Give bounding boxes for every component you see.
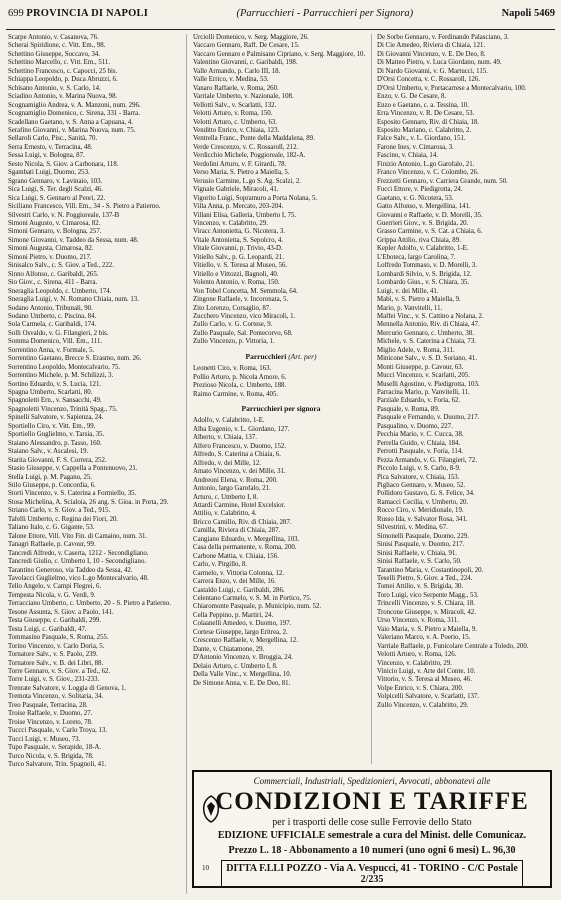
directory-entry: Minicone Salv., v. S. D. Soriano, 41. [377,355,478,363]
directory-entry: Sinno Alfonso, c. Garibaldi, 265. [8,270,99,278]
directory-entry: Testa Luigi, c. Garibaldi, 47. [8,625,87,633]
directory-entry: Testa Giuseppe, c. Garibaldi, 299. [8,617,102,625]
directory-entry: Cella Peppino, p. Martiri, 24. [193,611,274,619]
province-title: PROVINCIA DI NAPOLI [26,8,149,19]
directory-entry: Velotti Arturo, c. Umberto, 63. [193,118,278,126]
directory-entry: Pigliaco Gennaro, v. Museo, 52. [377,482,466,490]
header-left [8,8,148,19]
directory-entry: Siciliano Francesco, Vill. Em., 34 - S. Pietro a Patierno. [8,203,161,211]
directory-entry: Attardi Carmine, Hotel Excelsior. [193,502,286,510]
directory-entry: Vigorito Luigi, Sopramuro a Porta Nolana, 5. [193,194,318,202]
directory-entry: Tarantino Generoso, via Taddeo da Sessa, 42. [8,566,133,574]
directory-entry: Silvestri Carlo, v. N. Poggioreale, 137-B [8,211,120,219]
directory-entry: Sica Luigi, S. Ter. degli Scalzi, 46. [8,186,104,194]
ad-headline: CONDIZIONI E TARIFFE [215,788,529,815]
directory-entry: Tavolacci Guglielmo, vico L.go Montecalvario, 48. [8,575,149,582]
directory-entry: Parziale Eduardo, v. Foria, 62. [377,397,461,405]
directory-entry: Starita Giovanni, F. S. Correra, 252. [8,456,107,464]
directory-entry: Staiano Salv., v. Ascalesi, 19. [8,448,89,456]
directory-entry: Venditto Enrico, v. Chiaia, 123. [193,126,280,134]
directory-entry: Verdolini Arturo, v. F. Girardi, 78. [193,160,287,168]
directory-entry: Talone Ettore, Vill. Vito Fin. di Camaino, num. 31. [8,532,148,540]
directory-entry: Pezza Armando, v. G. Filangieri, 72. [377,456,477,464]
directory-entry: Andreoni Elena, v. Roma, 200. [193,476,278,484]
directory-entry: Schisano Antonio, v. S. Carlo, 14. [8,84,101,92]
directory-entry: Velotti Arturo, v. Roma, 150. [193,110,273,118]
directory-entry: Tancredi Alfredo, v. Caserta, 1212 - Secondigliano. [8,549,149,557]
directory-entry: Scognamiglio Domenico, c. Sirena, 331 - Barra. [8,110,140,118]
directory-entry: Zullo Vincenzo, p. Vittoria, 1. [193,338,275,346]
directory-entry: Pollidoro Gustavo, G. S. Felice, 34. [377,490,475,498]
ad-top-line: Commerciali, Industriali, Spedizionieri, Avvocati, abbonatevi alle [253,776,491,786]
ad-line-2: EDIZIONE UFFICIALE semestrale a cura del Minist. delle Comunicaz. [217,830,527,841]
directory-entry: Verusio Carmine, L.go S. Ag. Scalzi, 2. [193,177,301,185]
directory-entry: Vitale Giovanni, p. Trivio, 43-D. [193,245,283,253]
directory-entry: Valle Errico, v. Medina, 53. [193,76,269,84]
directory-entry: D'Antonio Vincenzo, v. Broggia, 24. [193,654,293,662]
directory-entry: Sgrano Gennaro, v. Lavinaio, 103. [8,177,103,185]
directory-entry: Vitiello, v. S. Teresa al Museo, 56. [193,262,288,270]
directory-entry: Mabì, v. S. Pietro a Maiella, 9. [377,296,461,304]
emblem-icon [200,794,222,824]
directory-entry: Adolfo, v. Calabritto, 1-E. [193,417,265,425]
directory-entry: Franco Vincenzo, v. C. Colombo, 26. [377,169,479,177]
directory-entry: Schettino Marcello, c. Vitt. Em., 511. [8,59,111,67]
directory-entry: Lombardo Gius., v. S. Chiara, 35. [377,279,470,287]
directory-entry: Schiappa Leopoldo, p. Duca Abruzzi, 6. [8,76,118,84]
directory-entry: Tancredi Giulio, c. Umberto I, 10 - Secondigliano. [8,558,147,566]
directory-entry: Sorrentino Michele, p. M. Schilizzi, 3. [8,372,114,380]
directory-entry: Sportiello Guglielmo, v. Tarsia, 35. [8,431,105,439]
directory-entry: Sinisalco Salv., c. S. Giov. a Ted., 222. [8,262,114,270]
directory-entry: Tanagri Raffaele, p. Cavour, 99. [8,541,96,549]
directory-entry: Serra Ernesto, v. Terracina, 48. [8,143,93,151]
directory-entry: Teselli Pietro, S. Giov. a Ted., 224. [377,575,473,582]
directory-entry: Tommasino Pasquale, S. Roma, 255. [8,634,109,642]
directory-entry: L'Eboteca, largo Carolina, 7. [377,253,456,261]
directory-entry: Perrella Guido, v. Chiaia, 184. [377,439,461,447]
directory-entry: Delaio Arturo, c. Umberto I, 8. [193,662,278,670]
directory-entry: Prezioso Nicola, c. Umberto, 188. [193,382,287,390]
directory-entry: Ventrella Franc., Ponte della Maddalena, 89. [193,135,315,143]
directory-entry: De Sorbo Gennaro, v. Ferdinando Palasciano, 3. [377,34,509,41]
directory-column-3 [375,34,555,764]
directory-entry: Tuccci Pasquale, v. Carlo Troya, 13. [8,727,108,735]
directory-entry: Piccolo Luigi, v. S. Carlo, 8-9. [377,465,461,473]
directory-entry: Vaccaro Gennaro, Raff. De Cesare, 15. [193,42,300,50]
directory-entry: Zito Lorenzo, Corsaglio, 87. [193,304,271,312]
directory-entry: Vaio Maria, v. S. Pietro a Maiella, 9. [377,625,477,633]
directory-entry: Tesone Assunta, S. Giov. a Paolo, 141. [8,608,114,616]
directory-entry: Loffredo Tommaso, v. D. Morelli, 3. [377,262,477,270]
directory-entry: Sinisi Raffaele, v. Chiaia, 91. [377,549,458,557]
directory-entry: Di Giovanni Vincenzo, v. E. De Deo, 8. [377,50,486,58]
directory-entry: Spinelli Salvatore, v. Sapienza, 24. [8,414,104,422]
directory-entry: Alfredo, S. Caterina a Chiaia, 6. [193,451,281,459]
directory-entry: Simoni Augusta, Cimarosa, 82. [8,245,94,253]
directory-entry: Vittorio, v. S. Teresa al Museo, 46. [377,676,472,684]
directory-entry: Frezzetti Gennaro, v. Carriera Grande, num. 50. [377,177,508,185]
directory-entry: Sodano Antonio, Tribunali, 90. [8,304,93,312]
directory-entry: Lombardi Silvio, v. S. Brigida, 12. [377,270,472,278]
directory-entry: Stilo Giuseppe, p. Concordia, 6. [8,482,96,490]
directory-entry: Volento Antonio, v. Roma, 150. [193,279,280,287]
directory-entry: Sgambati Luigi, Duomo, 253. [8,169,90,177]
directory-entry: Troise Raffaele, v. Duomo, 27. [8,710,93,718]
directory-entry: Pecchia Mario, v. C. Cucca, 38. [377,431,464,439]
directory-entry: Enzo e Gaetano, c. a. Tessina, 10. [377,101,469,109]
directory-entry: De Simone Anna, v. E. De Deo, 81. [193,679,291,687]
directory-entry: Von Tobel Concetta, M. Semmola, 64. [193,287,298,295]
directory-entry: Amato Vincenzo, v. dei Mille, 31. [193,468,286,476]
directory-entry: Villani Elisa, Galleria, Umberto I, 75. [193,211,297,219]
directory-entry: Castaldo Luigi, c. Garibaldi, 286. [193,586,285,594]
directory-entry: Giovanni e Raffaele, v. D. Morelli, 35. [377,211,483,219]
directory-entry: Vellotti Salv., v. Scarlatti, 132. [193,101,277,109]
directory-entry: Arturo, c. Umberto I, 8. [193,493,258,501]
directory-entry: Pasquale e Fernando, v. Duomo, 217. [377,414,480,422]
directory-entry: Storti Vincenzo, v. S. Caterina a Formiello, 35. [8,490,137,498]
directory-entry: Tornatore Salv., v. S. Paolo, 239. [8,651,98,659]
directory-entry: Scadellano Gaetano, v. S. Anna a Capuana, 4. [8,118,133,126]
directory-entry: Tremota Vincenzo, v. Solitaria, 34. [8,693,104,701]
section-heading-signora: Parrucchieri per signora [241,404,321,414]
section-heading-art: Parrucchieri (Art. per) [245,351,317,361]
directory-entry: Finizio Antonio, L.go Garofalo, 21. [377,160,475,168]
directory-entry: Villa Anna, p. Mercato, 203-204. [193,203,284,211]
directory-entry: Sinisi Pasquale, v. Duomo, 217. [377,541,465,549]
directory-column-1 [6,34,187,894]
directory-entry: Torre Luigi, v. S. Giov., 231-233. [8,676,100,684]
directory-entry: Guerrieri Giov., v. S. Brigida, 20. [377,219,469,227]
directory-entry: Turco Salvatore, Trin. Spagnoli, 41. [8,760,107,768]
directory-entry: Pasquale, v. Roma, 89. [377,405,440,413]
directory-entry: Colaanelli Amedeo, v. Duomo, 197. [193,620,292,628]
directory-entry: Scarpe Antonio, v. Casanova, 76. [8,34,99,41]
directory-entry: Gatto Alfonso, v. Mergellina, 141. [377,203,471,211]
directory-entry: Carmelo, v. Vittoria Colonna, 12. [193,569,285,577]
directory-entry: Russo Ida, v. Salvator Rosa, 341. [377,515,468,523]
directory-entry: Carlo, v. Pirgillo, 8. [193,561,247,569]
directory-entry: Sesto Nicola, S. Giov. a Carbonara, 118. [8,160,119,168]
directory-entry: Mario, p. Vanvitelli, 11. [377,304,443,312]
directory-entry: Troncone Giuseppe, v. Miracoli, 42. [377,608,476,616]
directory-entry: Farone Ines, v. Cimarosa, 3. [377,143,454,151]
directory-entry: Staiano Alessandro, p. Tasso, 160. [8,439,102,447]
directory-entry: Monti Giuseppe, p. Cavour, 63. [377,363,464,371]
directory-entry: Sorrentino Anna, v. Formale, 5. [8,346,95,354]
directory-entry: Luigi, v. dei Mille, 41. [377,287,439,295]
directory-entry: Torino Vincenzo, v. Carlo Doria, 5. [8,642,105,650]
directory-entry: Zullo Vincenzo, v. Calabritto, 29. [377,701,469,709]
directory-entry: Silvestrini, v. Medina, 67. [377,524,448,532]
directory-entry: Attilio, v. Calabritto, 4. [193,510,257,518]
directory-entry: Vinicio Luigi, v. Arte del Conte, 10. [377,667,476,675]
directory-entry: Zullo Pasquale, Sal. Pontecorvo, 68. [193,329,293,337]
directory-entry: Torre Gennaro, v. S. Giov. a Ted., 62. [8,667,111,675]
directory-entry: Di Matteo Pietro, v. Luca Giordano, num. 49. [377,59,502,67]
directory-entry: Bricco Camillo, Riv. di Chiaia, 287. [193,518,292,526]
directory-entry: Simone Giovanni, v. Taddeo da Sessa, num. 48. [8,236,139,244]
directory-entry: Fucci Ettore, v. Piedigrotta, 24. [377,186,463,194]
directory-entry: Sneraglia Luigi, v. N. Romano Chiaia, num. 13. [8,296,139,304]
directory-entry: Scognamiglio Andrea, v. A. Manzoni, num. 296. [8,101,141,109]
directory-entry: Sellaroli Carlo, Pisc., Sanità, 70. [8,135,98,143]
directory-entry: Valeriano Marco, v. A. Poerio, 15. [377,634,471,642]
directory-entry: Della Valle Vinc., v. Mergellina, 10. [193,671,292,679]
ad-price-line: Prezzo L. 18 - Abbonamento a 10 numeri (uno ogni 6 mesi) L. 96,30 [228,845,516,856]
directory-entry: Camilla, Riviera di Chiaia, 287. [193,527,281,535]
directory-entry: Sio Giov., c. Sirena, 411 - Barra. [8,279,98,287]
directory-entry: Tafelli Umberto, c. Regina dei Fiori, 20. [8,515,119,523]
directory-entry: Vitiello Salv., p. G. Leopardi, 21. [193,253,284,261]
city-code: Napoli 5469 [501,8,555,19]
directory-entry: Taliano Italo, c. G. Gigante, 53. [8,524,95,532]
directory-entry: Volpe Enrico, v. S. Chiara, 200. [377,684,464,692]
directory-entry: Sciadino Antonio, v. Marina Nuova, 98. [8,93,118,101]
directory-entry: Vanaro Raffaele, v. Roma, 260. [193,84,279,92]
directory-entry: Tupo Pasquale, v. Serapide, 18-A. [8,744,102,752]
directory-entry: Grippa Attilio, riva Chiaia, 89. [377,236,461,244]
directory-entry: Viracc Antonietta, G. Nicotera, 3. [193,228,285,236]
directory-entry: Mucci Vincenzo, v. Scarlatti, 205. [377,372,470,380]
directory-entry: Esposito Mariano, c. Calabritto, 2. [377,126,472,134]
directory-entry: D'Orsi Umberto, v. Portacarrese a Montecalvario, 100. [377,84,527,92]
directory-entry: Treo Pasquale, Terracina, 28. [8,701,88,709]
directory-entry: Sorrentino Gaetano, Brecce S. Erasmo, num. 26. [8,355,142,363]
directory-entry: Valle Armando, p. Carlo III, 18. [193,67,281,75]
directory-entry: Michele, v. S. Caterina a Chiaia, 73. [377,338,476,346]
page-number: 699 [8,8,24,19]
directory-entry: Spagna Umberto, Scarlatti, 80. [8,389,93,397]
directory-entry: Striano Carlo, v. S. Giov. a Ted., 915. [8,507,111,515]
directory-entry: Di Nardo Giovanni, v. G. Martucci, 115. [377,67,488,75]
directory-entry: Mennella Antonio, Riv. di Chiaia, 47. [377,321,480,329]
directory-entry: Tomei Attilio, v. S. Brigida, 30. [377,583,464,591]
section-title: (Parrucchieri - Parrucchieri per Signora) [236,8,414,19]
directory-entry: Sorrentino Leopoldo, Montecalvario, 75. [8,363,121,371]
directory-entry: Verde Crescenzo, v. C. Rossaroll, 212. [193,143,299,151]
directory-entry: Toro Luigi, vico Serpente Magg., 53. [377,591,479,599]
directory-entry: Perrotti Pasquale, v. Foria, 114. [377,448,463,456]
directory-entry: Carrera Enzo, v. dei Mille, 16. [193,578,276,586]
directory-entry: Sessa Luigi, v. Bologna, 87. [8,152,85,160]
directory-entry: Casa della permanente, v. Roma, 200. [193,544,297,552]
directory-entry: Spagnoletti Vincenzo, Trinità Spag., 75. [8,405,118,413]
directory-entry: Antonio, largo Garofalo, 21. [193,485,271,493]
directory-entry: Zingone Raffaele, v. Incoronata, 5. [193,296,289,304]
directory-entry: Maffei Vinc., v. S. Cattino a Nolana, 2. [377,312,484,320]
directory-entry: Sinisi Raffaele, v. S. Carlo, 50. [377,558,462,566]
directory-entry: Somma Domenico, Vill. Em., 111. [8,338,103,346]
directory-entry: Stasio Giuseppe, v. Cappella a Pontenuovo, 21. [8,465,138,473]
directory-entry: Pollio Arturo, p. Nicola Amore, 6. [193,373,287,381]
directory-entry: Volpicelli Salvatore, v. Scarlatti, 137. [377,693,480,701]
directory-entry: Grasso Carmine, v. S. Cat. a Chiaia, 6. [377,228,483,236]
directory-entry: Velotti Arturo, v. Roma, 126. [377,651,457,659]
directory-entry: Varriale Raffaele, p. Funicolare Centrale a Toledo, 200. [377,642,529,650]
directory-entry: D'Orsi Concetta, v. C. Rossaroll, 126. [377,76,481,84]
directory-entry: Vaccaro Gennaro e Palmisano Cipriano, v. Serg. Maggiore, 10. [193,50,366,58]
directory-entry: Carbone Mattia, v. Chiaia, 156. [193,552,279,560]
directory-entry: Simonelli Pasquale, Duomo, 229. [377,532,470,540]
directory-entry: Verdicchio Michele, Poggioreale, 182-A. [193,152,306,160]
directory-entry: Scherai Spiridione, c. Vitt. Em., 98. [8,42,106,50]
directory-entry: Ramacci Cecilia, v. Umberto, 20. [377,498,469,506]
directory-entry: Sola Carmela, c. Garibaldi, 174. [8,321,97,329]
directory-entry: Tempesta Nicola, v. G. Verdi, 9. [8,591,96,599]
directory-entry: Leonetti Ciro, v. Roma, 163. [193,365,272,373]
directory-entry: Dante, v. Chiatamone, 29. [193,645,265,653]
directory-entry: Schettino Francesco, c. Capocci, 25 bis. [8,67,118,75]
header-rule [6,29,555,30]
directory-entry: Tello Angelo, v. Campi Flegrei, 6. [8,583,102,591]
directory-entry: Muselli Agostino, v. Piedigrotta, 103. [377,380,480,388]
directory-entry: Terracciano Umberto, c. Umberto, 20 - S. Pietro a Patierno. [8,600,171,608]
directory-entry: Chiaromonte Pasquale, p. Municipio, num. 52. [193,603,322,611]
directory-entry: Vitiello e Vittozzi, Bagnoli, 40. [193,270,279,278]
directory-entry: Alberto, v. Chiaia, 137. [193,434,257,442]
directory-entry: Stosa Michelina, A. Scialoia, 26 ang. S. Gioa. in Porta, 29. [8,498,169,506]
directory-entry: Troise Vincenzo, v. Loreto, 78. [8,718,93,726]
directory-entry: Mercurio Gennaro, c. Umberto, 38. [377,329,474,337]
directory-entry: Tornatore Salv., v. B. dei Libri, 88. [8,659,104,667]
directory-entry: Varriale Umberto, v. Nazionale, 108. [193,93,294,101]
directory-entry: Stella Luigi, p. M. Pagano, 25. [8,473,93,481]
directory-entry: Tarantino Maria, v. Costantinopoli, 20. [377,566,484,574]
ad-publisher-line: DITTA F.LLI POZZO - Via A. Vespucci, 41 - TORINO - C/C Postale 2/235 [221,860,523,888]
page-header [8,8,555,28]
directory-entry: Solli Osvaldo, v. G. Filangieri, 2 bis. [8,329,109,337]
directory-entry: Esposito Gennaro, Riv. di Chiaia, 18. [377,118,480,126]
directory-entry: Simoni Gennaro, v. Bologna, 257. [8,228,102,236]
directory-entry: Kepler Adolfo, v. Calabritto, 1-E. [377,245,469,253]
directory-entry: Vitale Antonietta, S. Sepolcro, 4. [193,236,284,244]
directory-entry: Cangiano Eduardo, v. Mergellina, 103. [193,535,300,543]
directory-entry: Valentino Giovanni, c. Garibaldi, 198. [193,59,298,67]
directory-entry: Gaetano, v. G. Nicotera, 53. [377,194,454,202]
directory-entry: Crescenzo Raffaele, v. Mergellina, 12. [193,637,298,645]
directory-entry: Celentano Carmelo, v. S. M. in Portico, 75. [193,595,312,602]
directory-entry: Rocco Ciro, v. Meridionale, 19. [377,507,464,515]
directory-entry: Falce Salv., v. L. Giordano, 151. [377,135,466,143]
directory-entry: Pasqualino, v. Duomo, 227. [377,422,453,430]
directory-entry: Vincenzo, v. Calabritto, 29. [377,659,452,667]
directory-entry: Fascino, v. Chiaia, 14. [377,152,438,160]
directory-entry: Tucci Luigi, v. Museo, 73. [8,735,81,743]
directory-entry: Spagnoletti Ern., v. Sansacchi, 49. [8,397,102,405]
directory-entry: Miglio Adele, v. Roma, 311. [377,346,455,354]
directory-entry: Sportiello Ciro, v. Vitt. Em., 99. [8,422,96,430]
directory-entry: Sneraglia Leopoldo, c. Umberto, 174. [8,287,112,295]
directory-entry: Raimo Carmine, v. Roma, 405. [193,390,279,398]
directory-entry: Sodano Umberto, c. Piscina, 84. [8,312,97,320]
advertisement-box [192,770,552,888]
directory-entry: Parracina Mario, p. Vanvitelli, 11. [377,389,470,397]
directory-entry: Schettino Giuseppe, Soccavo, 34. [8,50,100,58]
directory-entry: Cortese Giuseppe, largo Eritrea, 2. [193,628,288,636]
directory-entry: Alfero Francesco, v. Duomo, 152. [193,442,287,450]
directory-entry: Simoni Pietro, v. Duomo, 217. [8,253,92,261]
directory-entry: Zucchero Vincenzo, vico Miracoli, 1. [193,312,296,320]
directory-entry: Vincenzo, v. Calabritto, 29. [193,219,268,227]
directory-entry: Enzo, v. G. De Cesare, 8. [377,93,447,101]
directory-entry: Sica Luigi, S. Gennaro al Peori, 22. [8,194,106,202]
directory-entry: Trincelli Vincenzo, v. S. Chiara, 18. [377,600,475,608]
directory-column-2 [191,34,372,764]
directory-entry: Trenrate Salvatore, v. Loggia di Genova, 1. [8,684,127,692]
directory-entry: Turco Nicola, v. S. Brigida, 78. [8,752,94,760]
directory-entry: Zullo Carlo, v. G. Cortese, 9. [193,321,273,329]
directory-entry: Pica Salvatore, v. Chiaia, 153. [377,473,460,481]
directory-entry: Di Cie Amedeo, Riviera di Chiaia, 121. [377,42,486,50]
directory-entry: Sortino Eduardo, v. S. Lucia, 121. [8,380,102,388]
ad-corner-number: 10 [202,864,209,872]
directory-entry: Serafino Giovanni, v. Marina Nuova, num. 75. [8,126,136,134]
directory-entry: Alfredo, v. dei Mille, 12. [193,459,261,467]
directory-entry: Simoni Augusto, v. Cimarosa, 82. [8,219,101,227]
directory-entry: Vignale Gabriele, Miracoli, 41. [193,186,279,194]
ad-line-1: per i trasporti delle cose sulle Ferrovie dello Stato [272,817,472,828]
directory-entry: Urciolli Domenico, v. Serg. Maggiore, 26. [193,34,309,41]
directory-entry: Alba Eugenio, v. L. Giordano, 127. [193,425,290,433]
directory-entry: Urso Vincenzo, v. Roma, 311. [377,617,460,625]
directory-entry: Erra Vincenzo, v. R. De Cesare, 53. [377,110,475,118]
directory-entry: Verso Maria, S. Pietro a Maiella, 5. [193,169,290,177]
